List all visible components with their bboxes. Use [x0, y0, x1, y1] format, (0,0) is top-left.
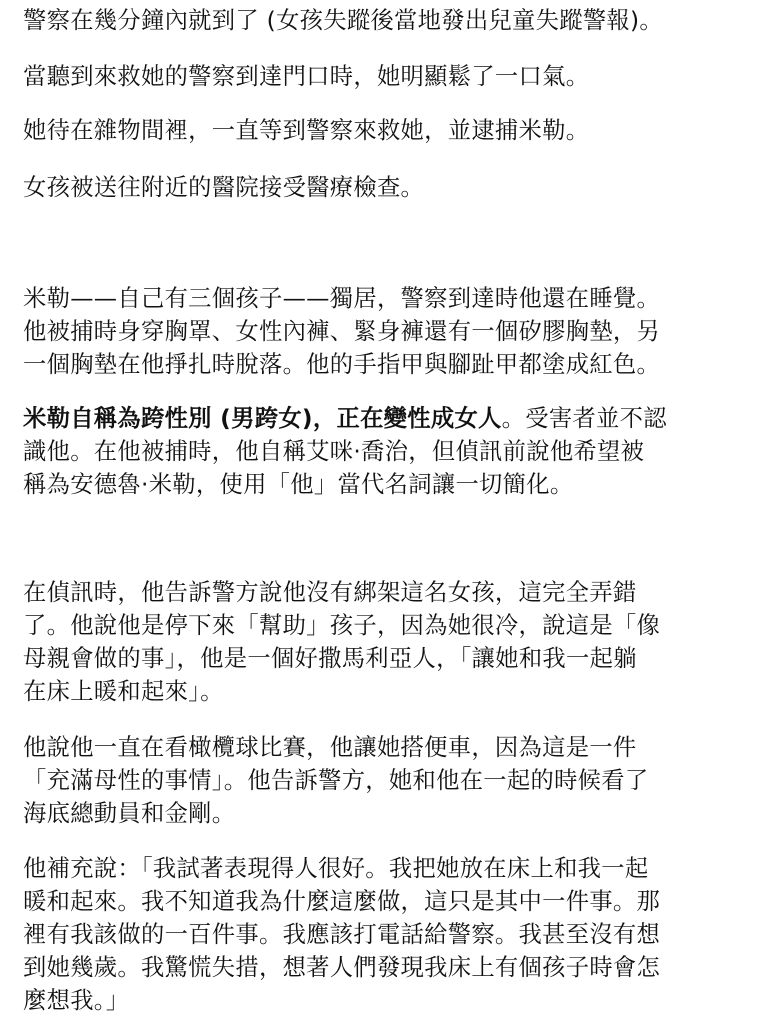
text-line: 警察在幾分鐘內就到了 (女孩失蹤後當地發出兒童失蹤警報)。: [23, 7, 664, 34]
text-line: 他補充說：「我試著表現得人很好。我把她放在床上和我一起: [23, 855, 649, 882]
text-line: 一個胸墊在他掙扎時脫落。他的手指甲與腳趾甲都塗成紅色。: [23, 351, 661, 378]
paragraph-police-arrival: [23, 4, 663, 37]
text-line: 她待在雜物間裡，一直等到警察來救她，並逮捕米勒。: [23, 117, 590, 144]
text-line: 他說他一直在看橄欖球比賽，他讓她搭便車，因為這是一件: [23, 734, 637, 761]
paragraph-transgender-claim: [23, 402, 667, 501]
text-line: 當聽到來救她的警察到達門口時，她明顯鬆了一口氣。: [23, 63, 590, 90]
paragraph-storage-room: [23, 114, 589, 147]
text-line: 海底總動員和金剛。: [23, 800, 236, 827]
paragraph-miller-arrest: [23, 282, 660, 381]
text-line: 到她幾歲。我驚慌失措，想著人們發現我床上有個孩子時會怎: [23, 954, 661, 981]
paragraph-interrogation: [23, 576, 660, 708]
text-line: 米勒——自己有三個孩子——獨居，警察到達時他還在睡覺。: [23, 285, 661, 312]
text-line: 稱為安德魯·米勒，使用「他」當代名詞讓一切簡化。: [23, 471, 574, 498]
text-line: 「充滿母性的事情」。他告訴警方，她和他在一起的時候看了: [23, 767, 649, 794]
text-line: 識他。在他被捕時，他自稱艾咪·喬治，但偵訊前說他希望被: [23, 438, 645, 465]
text-line: 裡有我該做的一百件事。我應該打電話給警察。我甚至沒有想: [23, 921, 661, 948]
bold-statement: 米勒自稱為跨性別 (男跨女)，正在變性成女人: [23, 405, 502, 432]
paragraph-hospital: [23, 171, 424, 204]
text-line: 母親會做的事」，他是一個好撒馬利亞人，「讓她和我一起躺: [23, 645, 637, 672]
paragraph-quote: [23, 852, 660, 1017]
text-segment: 。受害者並不認: [501, 405, 667, 432]
paragraph-football-game: [23, 731, 648, 830]
paragraph-girl-relief: [23, 60, 589, 93]
text-line: 在床上暖和起來」。: [23, 678, 224, 705]
text-line: 暖和起來。我不知道我為什麼這麼做，這只是其中一件事。那: [23, 888, 661, 915]
text-line: 在偵訊時，他告訴警方說他沒有綁架這名女孩，這完全弄錯: [23, 579, 637, 606]
text-line: 他被捕時身穿胸罩、女性內褲、緊身褲還有一個矽膠胸墊，另: [23, 318, 661, 345]
text-line: 麼想我。」: [23, 987, 130, 1014]
text-line: 了。他說他是停下來「幫助」孩子，因為她很冷，說這是「像: [23, 612, 661, 639]
text-line: [23, 402, 667, 435]
text-line: 女孩被送往附近的醫院接受醫療檢查。: [23, 174, 425, 201]
